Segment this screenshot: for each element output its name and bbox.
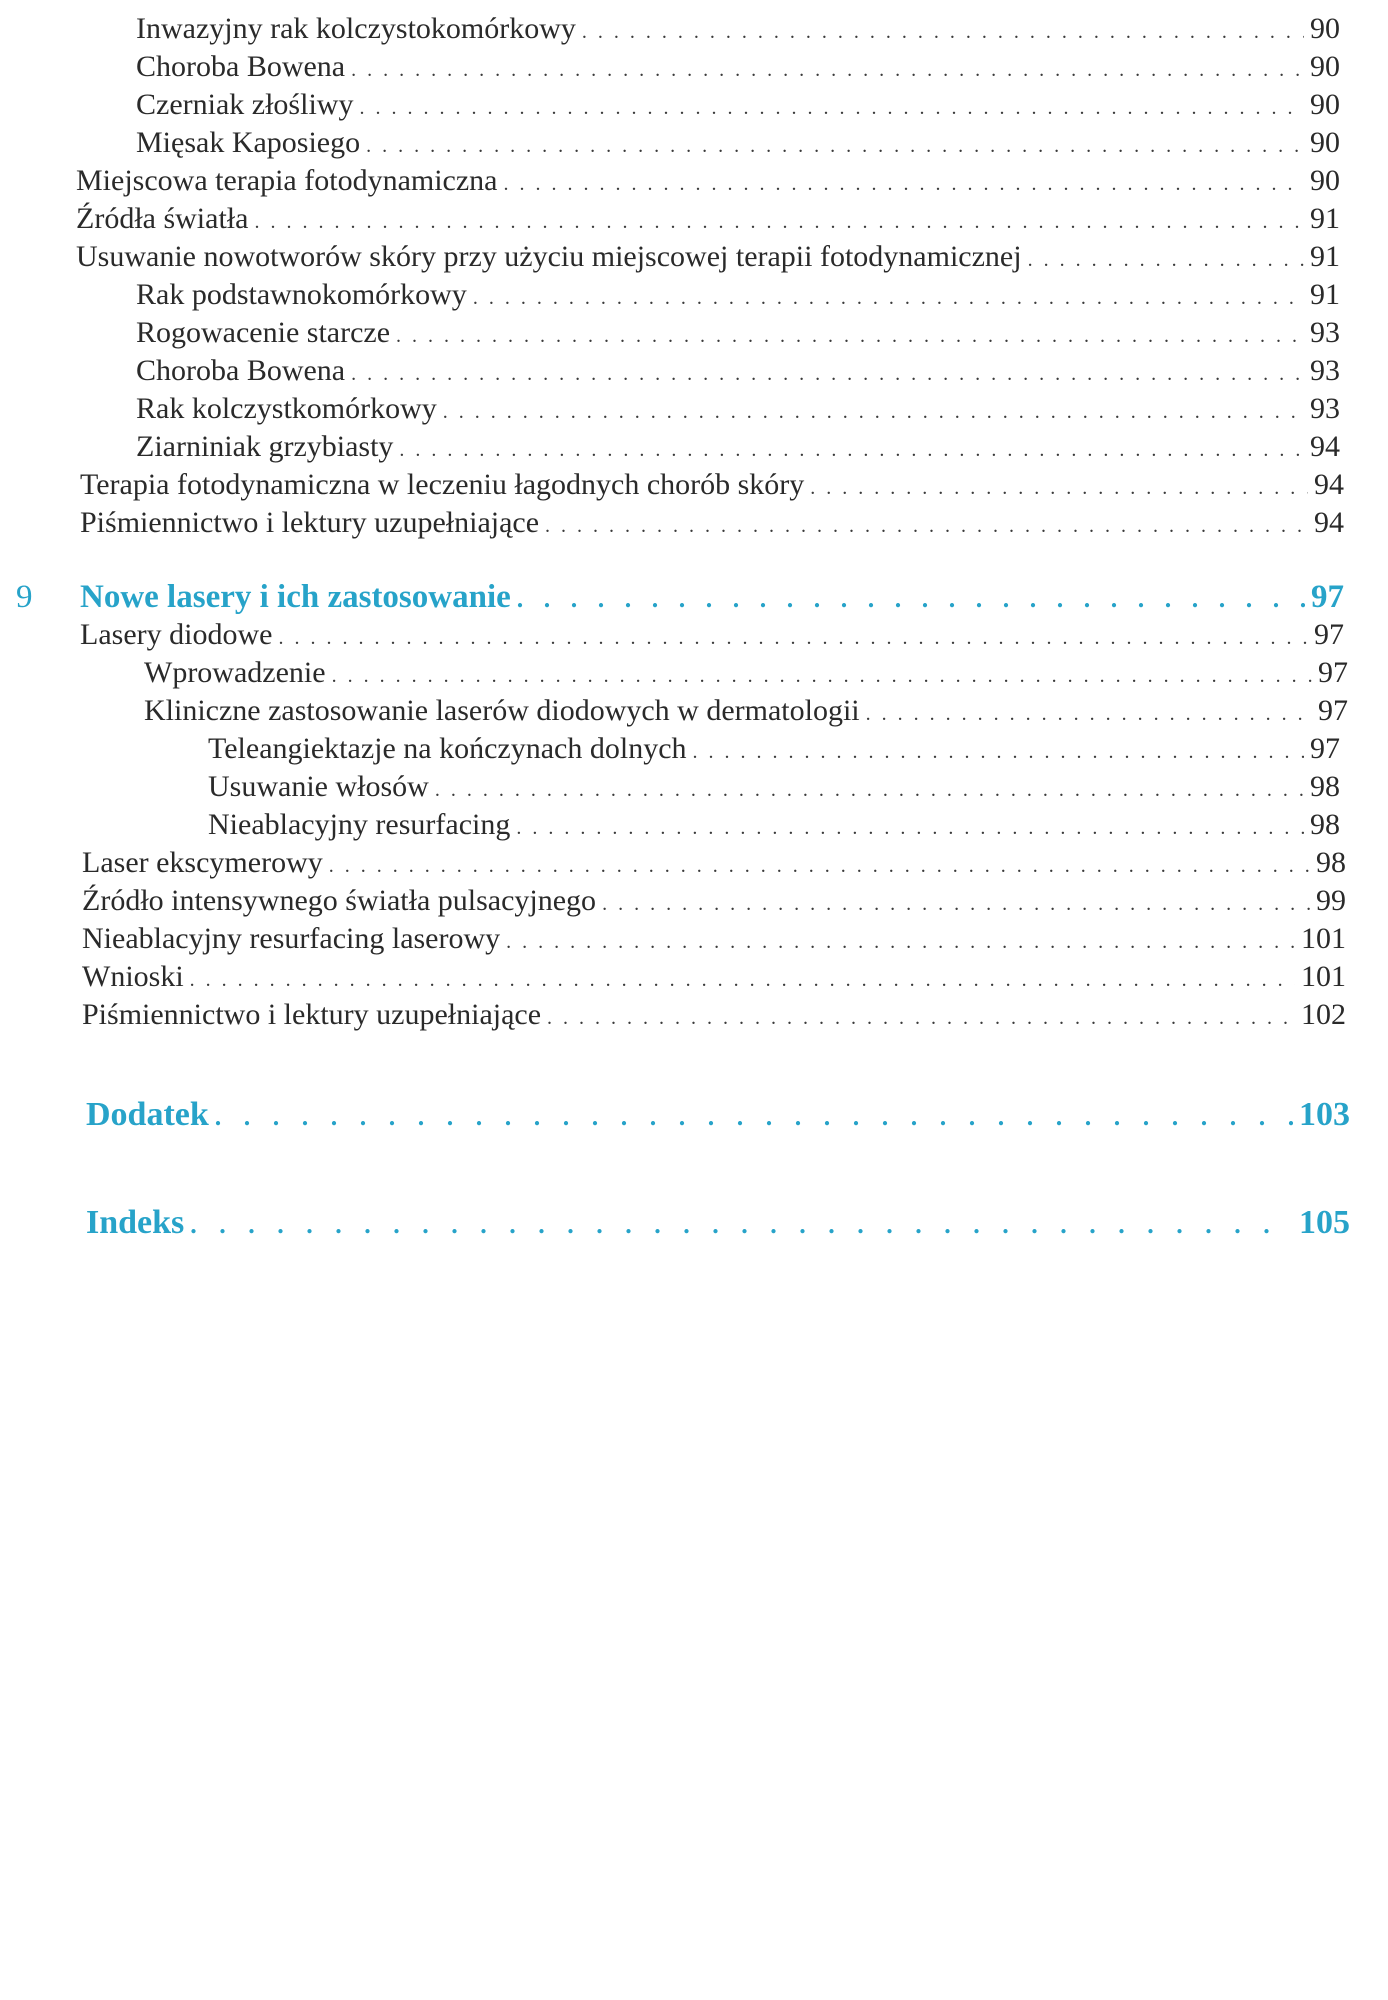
toc-appendix-heading[interactable] bbox=[86, 1096, 1350, 1134]
toc-entry-title: Laser ekscymerowy bbox=[82, 846, 323, 879]
toc-entry[interactable] bbox=[136, 428, 1340, 466]
toc-entry-title: Choroba Bowena bbox=[136, 50, 346, 83]
toc-entry-title: Usuwanie nowotworów skóry przy użyciu miejscowej terapii fotodynamicznej bbox=[76, 240, 1022, 273]
dot-leader bbox=[190, 961, 1295, 999]
toc-chapter-heading[interactable] bbox=[80, 578, 1344, 616]
toc-entry-title: Piśmiennictwo i lektury uzupełniające bbox=[80, 506, 540, 539]
toc-entry[interactable] bbox=[80, 466, 1344, 504]
toc-entry-page: 94 bbox=[1310, 430, 1340, 463]
toc-entry-page: 98 bbox=[1310, 808, 1340, 841]
dot-leader bbox=[504, 165, 1305, 203]
dot-leader bbox=[329, 847, 1310, 885]
toc-entry-page: 90 bbox=[1310, 164, 1340, 197]
toc-entry[interactable] bbox=[76, 200, 1340, 238]
dot-leader bbox=[517, 580, 1305, 618]
toc-entry[interactable] bbox=[82, 996, 1346, 1034]
index-page: 105 bbox=[1299, 1204, 1350, 1241]
dot-leader bbox=[359, 89, 1304, 127]
toc-entry-title: Wprowadzenie bbox=[144, 656, 326, 689]
chapter-page: 97 bbox=[1311, 579, 1344, 615]
toc-entry-page: 98 bbox=[1310, 770, 1340, 803]
toc-entry[interactable] bbox=[136, 10, 1340, 48]
toc-entry-page: 93 bbox=[1310, 316, 1340, 349]
dot-leader bbox=[810, 469, 1308, 507]
toc-entry-title: Źródła światła bbox=[76, 202, 249, 235]
toc-entry[interactable] bbox=[136, 86, 1340, 124]
toc-entry[interactable] bbox=[82, 958, 1346, 996]
dot-leader bbox=[866, 695, 1312, 733]
toc-entry-title: Rak kolczystkomórkowy bbox=[136, 392, 437, 425]
toc-index-heading[interactable] bbox=[86, 1204, 1350, 1242]
toc-entry[interactable] bbox=[80, 616, 1344, 654]
toc-entry-page: 97 bbox=[1318, 694, 1348, 727]
toc-entry[interactable] bbox=[208, 730, 1340, 768]
dot-leader bbox=[506, 923, 1295, 961]
dot-leader bbox=[582, 13, 1304, 51]
toc-entry-title: Kliniczne zastosowanie laserów diodowych w dermatologii bbox=[144, 694, 860, 727]
toc-entry[interactable] bbox=[208, 768, 1340, 806]
dot-leader bbox=[215, 1098, 1293, 1136]
toc-entry-title: Miejscowa terapia fotodynamiczna bbox=[76, 164, 498, 197]
toc-entry[interactable] bbox=[136, 124, 1340, 162]
toc-entry-page: 101 bbox=[1301, 960, 1346, 993]
dot-leader bbox=[332, 657, 1312, 695]
dot-leader bbox=[547, 999, 1295, 1037]
toc-entry[interactable] bbox=[144, 654, 1348, 692]
dot-leader bbox=[351, 51, 1304, 89]
dot-leader bbox=[516, 809, 1304, 847]
toc-entry[interactable] bbox=[80, 504, 1344, 542]
toc-entry-page: 97 bbox=[1310, 732, 1340, 765]
dot-leader bbox=[254, 203, 1304, 241]
toc-entry-title: Czerniak złośliwy bbox=[136, 88, 354, 121]
toc-entry-title: Ziarniniak grzybiasty bbox=[136, 430, 394, 463]
appendix-title: Dodatek bbox=[86, 1096, 209, 1133]
dot-leader bbox=[399, 431, 1304, 469]
dot-leader bbox=[443, 393, 1304, 431]
dot-leader bbox=[351, 355, 1304, 393]
toc-entry-page: 102 bbox=[1301, 998, 1346, 1031]
toc-entry-page: 91 bbox=[1310, 278, 1340, 311]
toc-entry-page: 94 bbox=[1314, 468, 1344, 501]
toc-entry-page: 93 bbox=[1310, 354, 1340, 387]
toc-entry-title: Rak podstawnokomórkowy bbox=[136, 278, 467, 311]
toc-entry-title: Choroba Bowena bbox=[136, 354, 346, 387]
toc-entry-page: 91 bbox=[1310, 240, 1340, 273]
toc-entry-page: 97 bbox=[1318, 656, 1348, 689]
toc-entry-page: 98 bbox=[1316, 846, 1346, 879]
dot-leader bbox=[396, 317, 1304, 355]
toc-entry-title: Nieablacyjny resurfacing laserowy bbox=[82, 922, 501, 955]
toc-entry[interactable] bbox=[136, 276, 1340, 314]
dot-leader bbox=[1028, 241, 1304, 279]
toc-entry-page: 90 bbox=[1310, 12, 1340, 45]
dot-leader bbox=[435, 771, 1304, 809]
toc-entry-title: Mięsak Kaposiego bbox=[136, 126, 361, 159]
dot-leader bbox=[545, 507, 1308, 545]
dot-leader bbox=[278, 619, 1308, 657]
toc-entry-page: 99 bbox=[1316, 884, 1346, 917]
dot-leader bbox=[693, 733, 1304, 771]
toc-entry[interactable] bbox=[136, 352, 1340, 390]
chapter-number: 9 bbox=[16, 579, 33, 615]
toc-entry-title: Źródło intensywnego światła pulsacyjnego bbox=[82, 884, 597, 917]
toc-entry-page: 101 bbox=[1301, 922, 1346, 955]
dot-leader bbox=[366, 127, 1304, 165]
toc-entry-page: 94 bbox=[1314, 506, 1344, 539]
dot-leader bbox=[473, 279, 1304, 317]
toc-entry-page: 90 bbox=[1310, 88, 1340, 121]
toc-entry-page: 93 bbox=[1310, 392, 1340, 425]
dot-leader bbox=[602, 885, 1310, 923]
toc-entry[interactable] bbox=[76, 238, 1340, 276]
toc-entry-title: Inwazyjny rak kolczystokomórkowy bbox=[136, 12, 576, 45]
dot-leader bbox=[190, 1206, 1293, 1244]
toc-entry-title: Nieablacyjny resurfacing bbox=[208, 808, 511, 841]
toc-entry-page: 90 bbox=[1310, 126, 1340, 159]
toc-entry-title: Wnioski bbox=[82, 960, 184, 993]
toc-entry[interactable] bbox=[82, 844, 1346, 882]
index-title: Indeks bbox=[86, 1204, 185, 1241]
toc-entry-title: Terapia fotodynamiczna w leczeniu łagodnych chorób skóry bbox=[80, 468, 805, 501]
toc-entry-title: Lasery diodowe bbox=[80, 618, 273, 651]
chapter-title: Nowe lasery i ich zastosowanie bbox=[80, 579, 511, 615]
toc-entry-title: Usuwanie włosów bbox=[208, 770, 429, 803]
toc-entry[interactable] bbox=[136, 314, 1340, 352]
appendix-page: 103 bbox=[1299, 1096, 1350, 1133]
toc-entry[interactable] bbox=[82, 920, 1346, 958]
toc-entry[interactable] bbox=[136, 48, 1340, 86]
toc-entry[interactable] bbox=[208, 806, 1340, 844]
toc-entry[interactable] bbox=[76, 162, 1340, 200]
toc-entry-page: 90 bbox=[1310, 50, 1340, 83]
toc-entry-title: Teleangiektazje na kończynach dolnych bbox=[208, 732, 687, 765]
toc-entry-page: 91 bbox=[1310, 202, 1340, 235]
toc-entry[interactable] bbox=[144, 692, 1348, 730]
toc-entry[interactable] bbox=[136, 390, 1340, 428]
toc-entry-page: 97 bbox=[1314, 618, 1344, 651]
toc-entry[interactable] bbox=[82, 882, 1346, 920]
toc-entry-title: Piśmiennictwo i lektury uzupełniające bbox=[82, 998, 542, 1031]
toc-entry-title: Rogowacenie starcze bbox=[136, 316, 391, 349]
